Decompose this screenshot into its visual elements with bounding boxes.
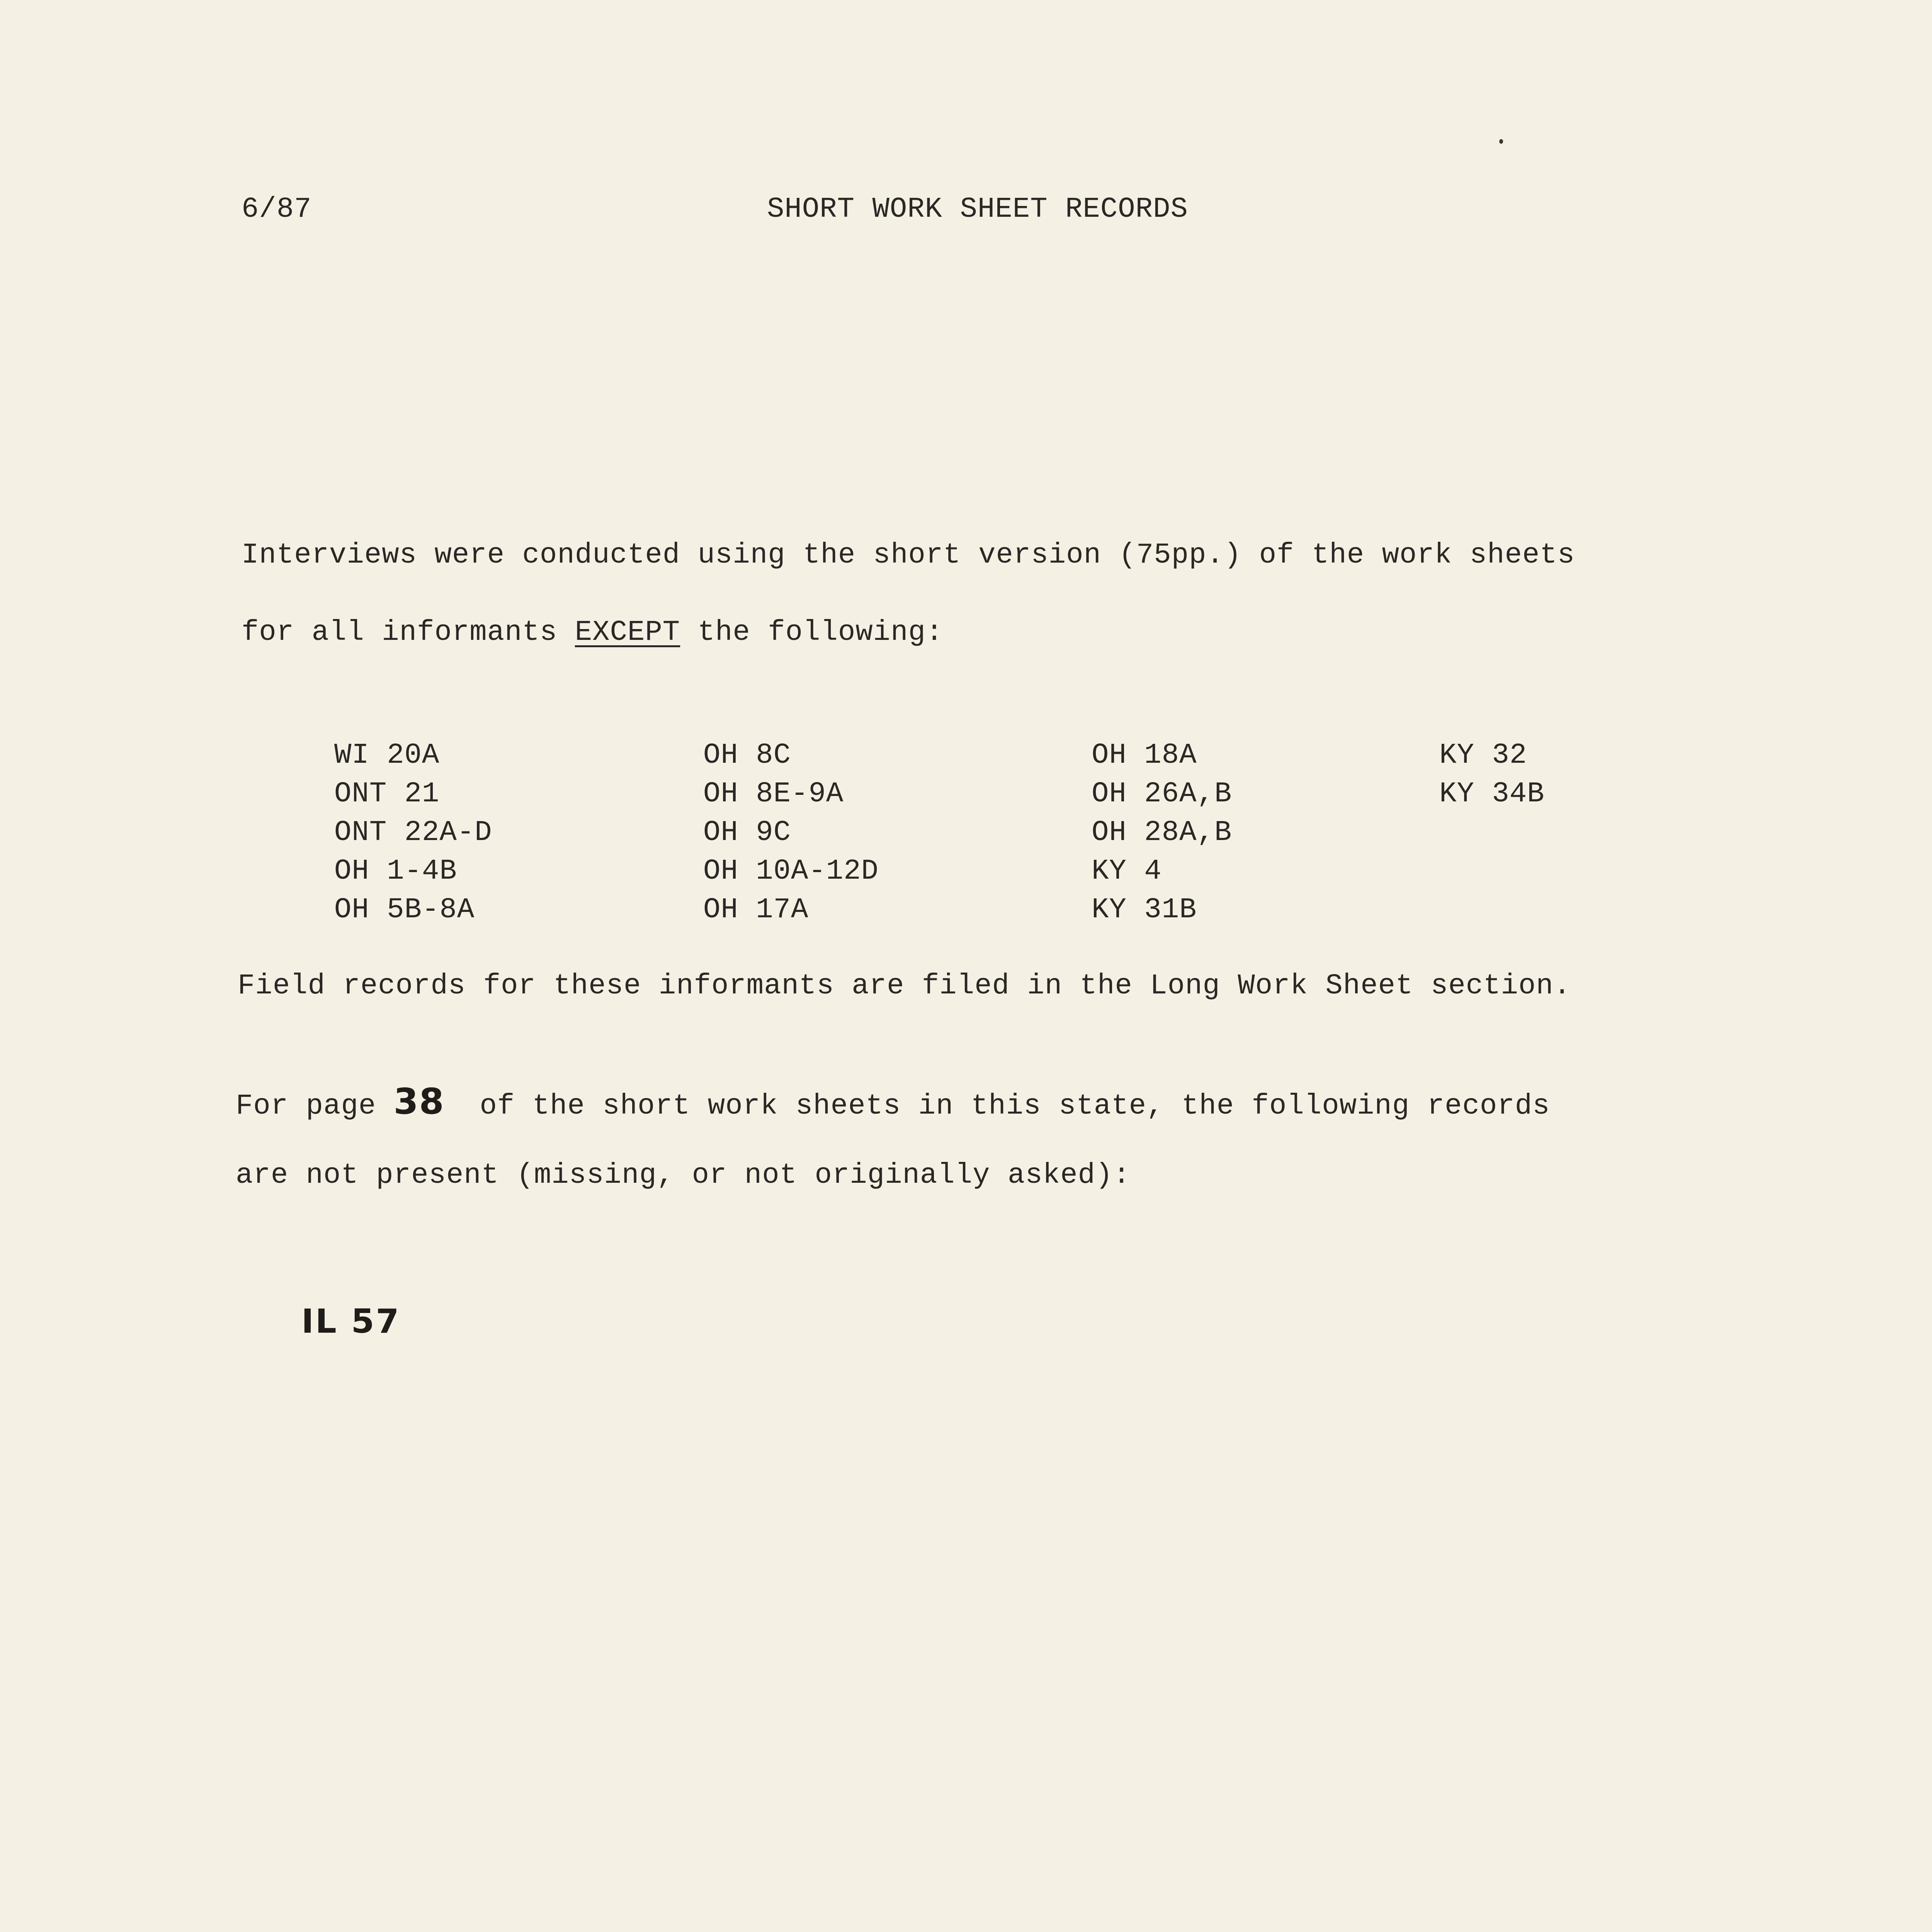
exception-item: OH 5B-8A <box>334 894 475 926</box>
exception-item: OH 26A,B <box>1092 778 1232 810</box>
except-emphasis: EXCEPT <box>575 616 680 649</box>
document-date: 6/87 <box>242 193 312 226</box>
intro-line-2-start: for all informants <box>242 616 575 649</box>
exception-item: ONT 21 <box>334 778 440 810</box>
exceptions-column-2 <box>703 736 879 929</box>
intro-line-2 <box>242 618 943 647</box>
intro-line-2-end: the following: <box>680 616 944 649</box>
paper-speck <box>1499 139 1503 144</box>
exceptions-column-3 <box>1092 736 1232 929</box>
exception-item: OH 9C <box>703 816 791 849</box>
exception-item: KY 31B <box>1092 894 1197 926</box>
handwritten-page-number: 38 <box>393 1081 445 1122</box>
exception-item: OH 28A,B <box>1092 816 1232 849</box>
exception-item: WI 20A <box>334 739 440 772</box>
page-note-line-2: are not present (missing, or not originally asked): <box>236 1159 1131 1192</box>
field-records-note: Field records for these informants are filed in the Long Work Sheet section. <box>238 970 1571 1002</box>
exception-item: OH 8C <box>703 739 791 772</box>
intro-line-1: Interviews were conducted using the short version (75pp.) of the work sheets <box>242 539 1575 571</box>
exception-item: KY 32 <box>1439 739 1527 772</box>
exception-item: OH 1-4B <box>334 855 457 888</box>
exceptions-column-1 <box>334 736 492 929</box>
exception-item: KY 4 <box>1092 855 1162 888</box>
exception-item: ONT 22A-D <box>334 816 492 849</box>
page-note-line-1 <box>236 1081 1550 1122</box>
exception-item: KY 34B <box>1439 778 1545 810</box>
exception-item: OH 10A-12D <box>703 855 879 888</box>
handwritten-missing-records: IL 57 <box>301 1302 401 1341</box>
exception-item: OH 18A <box>1092 739 1197 772</box>
exceptions-column-4 <box>1439 736 1544 813</box>
exception-item: OH 8E-9A <box>703 778 844 810</box>
page-note-end: of the short work sheets in this state, the following records <box>444 1090 1550 1122</box>
page-note-start: For page <box>236 1090 394 1122</box>
exception-item: OH 17A <box>703 894 809 926</box>
document-title: SHORT WORK SHEET RECORDS <box>767 193 1188 226</box>
